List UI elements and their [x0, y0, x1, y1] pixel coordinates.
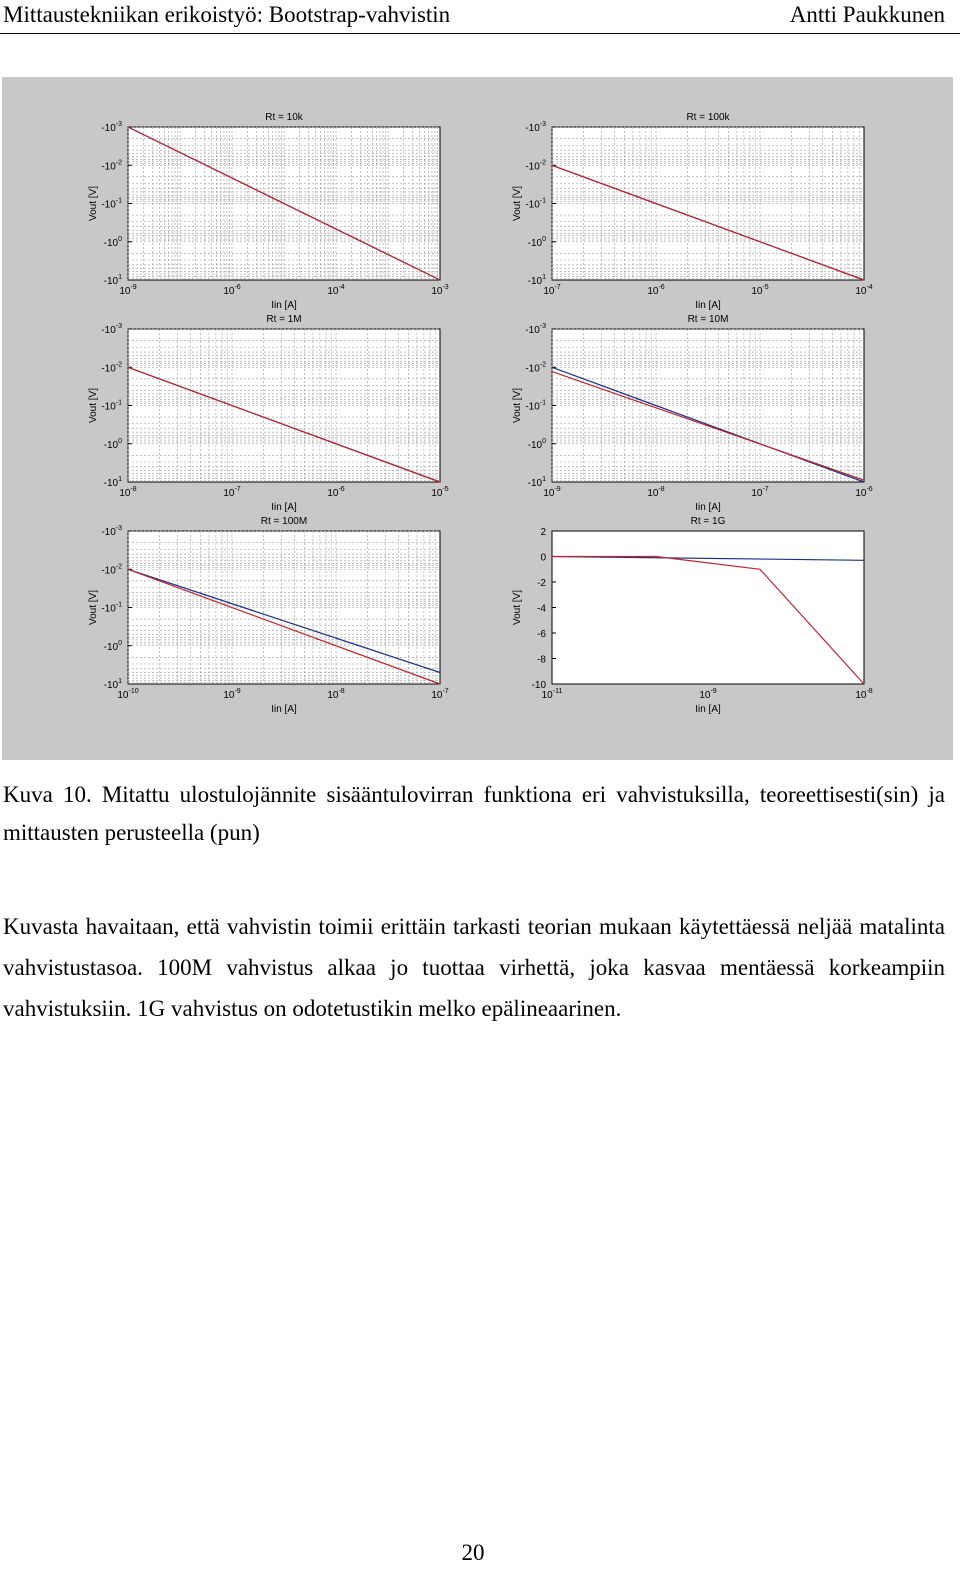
chart-title: Rt = 1M — [266, 314, 302, 325]
chart-title: Rt = 1G — [690, 516, 726, 527]
y-tick-label: $-10^{-2}$ — [101, 159, 122, 173]
y-tick-label: $-10^{-3}$ — [101, 525, 122, 538]
y-axis-label: Vout [V] — [512, 589, 523, 626]
y-tick-label: $-10^{-1}$ — [101, 399, 122, 413]
chart-title: Rt = 100M — [260, 516, 308, 527]
y-tick-label: $-10^0$ — [103, 639, 122, 653]
x-tick-label: $10^{-7}$ — [543, 284, 561, 297]
body-paragraph: Kuvasta havaitaan, että vahvistin toimii erittäin tarkasti teorian mukaan käytettäessä neljää matalinta vahvistustasoa. 100M vahvistus alkaa jo tuottaa virhettä, joka kasvaa mentäessä korkeampiin vahvistuksiin. 1G vahvistus on odotetustikin melko epälineaarinen. — [3, 914, 945, 1021]
y-tick-label: $-10^{-1}$ — [525, 399, 546, 413]
y-tick-label: -4 — [537, 603, 546, 615]
x-tick-label: $10^{-9}$ — [223, 688, 241, 701]
x-axis-label: Iin [A] — [695, 300, 721, 311]
x-tick-label: $10^{-9}$ — [699, 688, 717, 701]
header-rule — [0, 33, 960, 34]
plot-area — [552, 531, 864, 684]
x-tick-label: $10^{-7}$ — [751, 486, 769, 499]
y-tick-label: $-10^{-1}$ — [101, 197, 122, 211]
chart-panel — [512, 516, 873, 715]
x-tick-label: $10^{-3}$ — [431, 284, 449, 297]
y-tick-label: $-10^0$ — [103, 235, 122, 249]
y-tick-label: 2 — [540, 527, 546, 538]
x-tick-label: $10^{-9}$ — [543, 486, 561, 499]
y-tick-label: $-10^1$ — [527, 476, 546, 489]
y-tick-label: $-10^{-3}$ — [101, 121, 122, 134]
x-tick-label: $10^{-10}$ — [117, 688, 139, 701]
header-author: Antti Paukkunen — [789, 2, 945, 27]
y-axis-label: Vout [V] — [88, 589, 99, 626]
y-tick-label: -2 — [537, 578, 546, 589]
y-axis-label: Vout [V] — [512, 185, 523, 222]
x-tick-label: $10^{-11}$ — [541, 688, 563, 701]
x-tick-label: $10^{-6}$ — [647, 284, 665, 297]
x-tick-label: $10^{-7}$ — [431, 688, 449, 701]
y-tick-label: $-10^{-3}$ — [525, 323, 546, 336]
running-header — [3, 0, 945, 30]
y-tick-label: $-10^{-2}$ — [101, 361, 122, 375]
x-axis-label: Iin [A] — [271, 704, 297, 715]
y-tick-label: $-10^{-1}$ — [101, 601, 122, 615]
chart-grid-svg — [2, 77, 953, 760]
y-tick-label: $-10^1$ — [103, 476, 122, 489]
chart-title: Rt = 10k — [265, 112, 303, 123]
y-tick-label: $-10^{-2}$ — [525, 159, 546, 173]
x-tick-label: $10^{-5}$ — [751, 284, 769, 297]
y-tick-label: $-10^{-2}$ — [525, 361, 546, 375]
y-tick-label: $-10^{-1}$ — [525, 197, 546, 211]
x-tick-label: $10^{-9}$ — [119, 284, 137, 297]
y-tick-label: -10 — [531, 680, 546, 691]
y-tick-label: $-10^0$ — [103, 437, 122, 451]
x-tick-label: $10^{-5}$ — [431, 486, 449, 499]
header-document-title: Mittaustekniikan erikoistyö: Bootstrap-vahvistin — [3, 2, 451, 27]
x-tick-label: $10^{-6}$ — [223, 284, 241, 297]
y-tick-label: $-10^0$ — [527, 437, 546, 451]
y-tick-label: $-10^1$ — [103, 274, 122, 287]
x-tick-label: $10^{-8}$ — [119, 486, 137, 499]
page-number: 20 — [461, 1540, 485, 1565]
chart-title: Rt = 100k — [686, 112, 730, 123]
y-tick-label: $-10^0$ — [527, 235, 546, 249]
x-tick-label: $10^{-8}$ — [647, 486, 665, 499]
chart-title: Rt = 10M — [687, 314, 729, 325]
y-axis-label: Vout [V] — [88, 185, 99, 222]
chart-panel — [88, 314, 449, 513]
chart-panel — [88, 112, 449, 311]
y-tick-label: 0 — [540, 552, 546, 564]
x-tick-label: $10^{-4}$ — [855, 284, 873, 297]
y-tick-label: $-10^1$ — [527, 274, 546, 287]
x-tick-label: $10^{-8}$ — [855, 688, 873, 701]
y-tick-label: -6 — [537, 629, 546, 640]
x-tick-label: $10^{-4}$ — [327, 284, 345, 297]
y-tick-label: $-10^{-2}$ — [101, 563, 122, 577]
x-tick-label: $10^{-8}$ — [327, 688, 345, 701]
y-tick-label: $-10^{-3}$ — [525, 121, 546, 134]
figure-caption: Kuva 10. Mitattu ulostulojännite sisääntulovirran funktiona eri vahvistuksilla, teoreettisesti(sin) ja mittausten perusteella (pun) — [3, 782, 945, 845]
x-tick-label: $10^{-6}$ — [855, 486, 873, 499]
chart-panel — [512, 314, 873, 513]
x-axis-label: Iin [A] — [271, 502, 297, 513]
x-axis-label: Iin [A] — [271, 300, 297, 311]
x-tick-label: $10^{-7}$ — [223, 486, 241, 499]
x-axis-label: Iin [A] — [695, 704, 721, 715]
chart-panel — [88, 516, 449, 715]
figure-vout-vs-iin — [2, 77, 953, 760]
y-tick-label: $-10^{-3}$ — [101, 323, 122, 336]
chart-panel — [512, 112, 873, 311]
y-axis-label: Vout [V] — [512, 387, 523, 424]
x-axis-label: Iin [A] — [695, 502, 721, 513]
y-tick-label: -8 — [537, 654, 546, 666]
y-tick-label: $-10^1$ — [103, 678, 122, 691]
y-axis-label: Vout [V] — [88, 387, 99, 424]
x-tick-label: $10^{-6}$ — [327, 486, 345, 499]
